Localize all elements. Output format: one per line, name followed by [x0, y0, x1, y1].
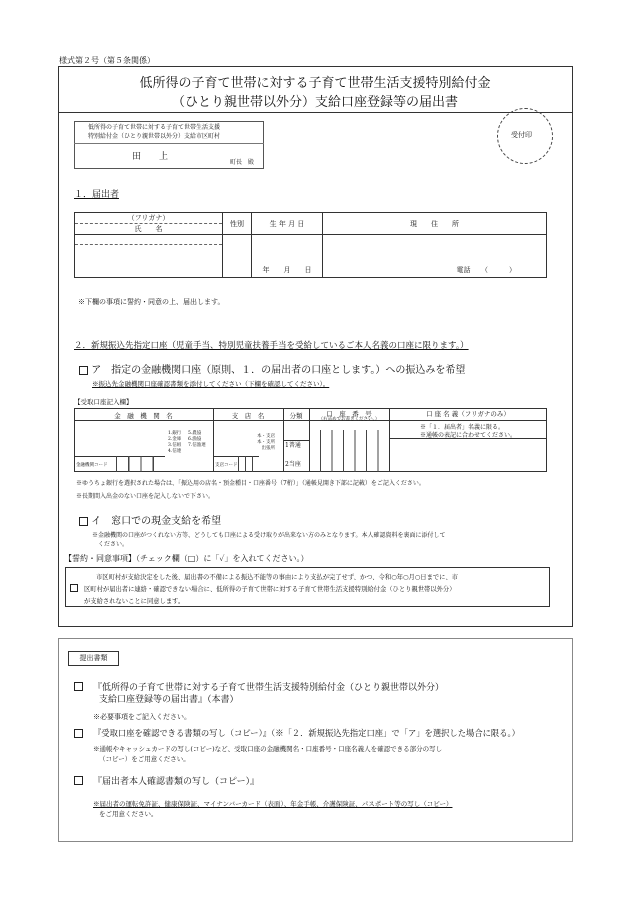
option-i-label: イ 窓口での現金支給を希望: [91, 516, 222, 527]
account-number-header: 口 座 番 号: [326, 410, 372, 418]
section2-heading: ２．新規振込先指定口座（児童手当、特別児童扶養手当を受給しているご本人名義の口座に限ります。）: [74, 341, 469, 351]
doc1-line-2: 支給口座登録等の届出書』（本書）: [99, 695, 239, 705]
bank-types-col1: [168, 431, 181, 455]
category-ordinary[interactable]: 1普通: [285, 442, 301, 449]
documents-heading: 提出書類: [68, 651, 119, 666]
option-i: [79, 512, 221, 527]
stamp-label: 受付印: [511, 131, 532, 139]
branch-type: 本・支所: [257, 440, 275, 445]
address-input[interactable]: [323, 235, 547, 278]
pledge-checkbox[interactable]: [70, 584, 78, 592]
bank-types-col2: [188, 431, 206, 449]
doc3-note-2: をご用意ください。: [99, 810, 158, 818]
furigana-label: （フリガナ）: [75, 213, 223, 224]
name-label: 氏 名: [75, 224, 223, 235]
bank-type: 2.金庫: [168, 437, 182, 442]
branch-types: [257, 434, 275, 452]
recipient-line-1: 低所得の子育て世帯に対する子育て世帯生活支援: [88, 124, 221, 131]
option-a-note: ※振込先金融機関口座確認書類を添付してください（下欄を確認してください）。: [92, 380, 330, 388]
mayor-name: 田 上: [132, 152, 169, 162]
applicant-table: [74, 212, 547, 278]
option-a: [79, 361, 465, 376]
title-line-2: （ひとり親世帯以外分）支給口座登録等の届出書: [171, 95, 458, 110]
bank-type: 1.銀行: [168, 431, 182, 436]
doc3-note-1: ※届出者の運転免許証、健康保険証、マイナンバーカード（表面）、年金手帳、介護保険証、パスポート等の写し（コピー）: [93, 800, 453, 808]
recipient-line-2: 特別給付金（ひとり親世帯以外分）支給市区町村: [88, 133, 221, 140]
long-term-note: ※長期間入出金のない口座を記入しないで下さい。: [76, 493, 215, 500]
doc2-note-1: ※通帳やキャッシュカードの写し(コピー)など、受取口座の金融機関名・口座番号・口座名義人を確認できる部分の写し: [93, 745, 443, 753]
bank-type: 4.信連: [168, 449, 182, 454]
phone-label: 電話 （ ）: [456, 266, 516, 274]
name-input[interactable]: [75, 245, 223, 278]
category-header: 分類: [289, 412, 303, 420]
yucho-note: ※ゆうちょ銀行を選択された場合は、「振込用の店名・預金種目・口座番号（7桁）」（通帳見開き下部に記載）をご記入ください。: [76, 480, 425, 487]
holder-note-2: ※通帳の表記に合わせてください。: [420, 432, 517, 439]
bank-type: 7.信漁連: [188, 443, 206, 448]
doc3-label: 『届出者本人確認書類の写し（コピー）』: [93, 777, 260, 787]
account-caption: 【受取口座記入欄】: [74, 398, 133, 406]
option-i-note-2: ください。: [98, 541, 129, 548]
branch-code-label: 支店コード: [215, 463, 238, 468]
gender-label: 性別: [223, 213, 252, 235]
holder-note-1: ※「１．届出者」名義に限る。: [420, 424, 505, 431]
section1-heading: １．届出者: [74, 190, 120, 200]
option-a-checkbox[interactable]: [79, 366, 88, 375]
pledge-line-1: 市区町村が支給決定をした後、届出書の不備による振込不能等の事由により支払が完了せず、かつ、令和○年○月○日までに、市: [96, 574, 459, 581]
pledge-note: ※下欄の事項に誓約・同意の上、届出します。: [78, 298, 225, 306]
account-holder-header: 口 座 名 義（フリガナのみ）: [426, 410, 510, 418]
pledge-line-3: が支給されないことに同意します。: [84, 598, 185, 605]
branch-type: 本・支店: [257, 434, 275, 439]
option-i-checkbox[interactable]: [79, 517, 88, 526]
bank-type: 3.信組: [168, 443, 182, 448]
category-current[interactable]: 2当座: [285, 461, 301, 468]
furigana-input[interactable]: [75, 235, 223, 245]
bank-type: 6.漁協: [188, 437, 202, 442]
bank-code-label: 金融機関コード: [76, 463, 108, 468]
doc1-line-1: 『低所得の子育て世帯に対する子育て世帯生活支援特別給付金（ひとり親世帯以外分）: [93, 683, 445, 693]
birthdate-ymd: 年 月 日: [262, 266, 312, 274]
birthdate-label: 生 年 月 日: [252, 213, 323, 235]
option-i-note-1: ※金融機関の口座がつくれない方等、どうしても口座による受け取りが出来ない方のみとなります。本人確認資料を裏面に添付して: [92, 532, 446, 539]
pledge-heading: 【誓約・同意事項】（チェック欄（□）に「✓」を入れてください。）: [64, 554, 309, 563]
branch-type: 出張所: [261, 446, 275, 451]
bank-type: 5.農協: [188, 431, 202, 436]
branch-name-header: 支 店 名: [231, 412, 265, 420]
doc2-label: 『受取口座を確認できる書類の写し（コピー）』（※「２．新規振込先指定口座」で「ア」を選択した場合に限る。）: [93, 728, 520, 738]
doc2-note-2: （コピー）をご用意ください。: [99, 755, 190, 763]
title-line-1: 低所得の子育て世帯に対する子育て世帯生活支援特別給付金: [139, 76, 491, 91]
pledge-line-2: 区町村が届出者に連絡・確認できない場合に、低所得の子育て世帯に対する子育て世帯生活支援特別給付金（ひとり親世帯以外分）: [84, 586, 456, 593]
option-a-label: ア 指定の金融機関口座（原則、１．の届出者の口座とします。）への振込みを希望: [91, 365, 466, 376]
birthdate-input[interactable]: [252, 235, 323, 278]
form-number: 様式第２号（第５条関係）: [59, 56, 155, 65]
bank-name-header: 金 融 機 関 名: [114, 412, 173, 420]
mayor-title: 町長 殿: [230, 159, 255, 166]
doc1-note: ※必要事項をご記入ください。: [93, 713, 191, 721]
address-label: 現 住 所: [323, 213, 547, 235]
title-divider: [58, 112, 573, 113]
gender-input[interactable]: [223, 235, 252, 278]
doc3-checkbox[interactable]: [74, 776, 83, 785]
account-number-subheader: （右詰めでお書きください。）: [318, 417, 380, 422]
doc2-checkbox[interactable]: [74, 729, 83, 738]
doc1-checkbox[interactable]: [74, 682, 83, 691]
